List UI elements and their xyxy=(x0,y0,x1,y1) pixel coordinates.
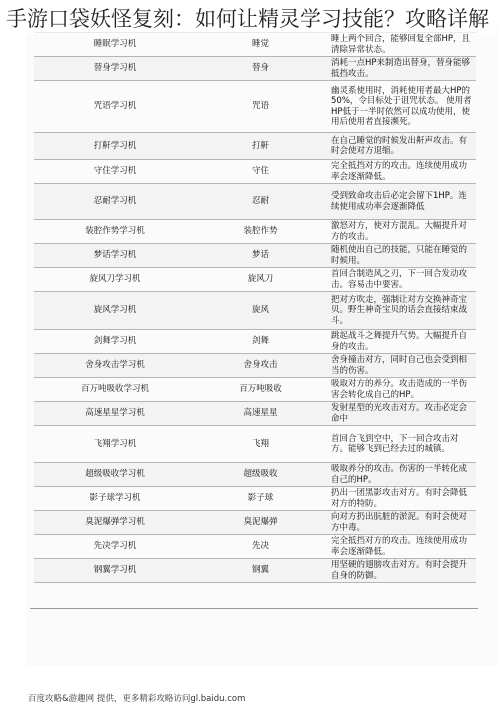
move-name-cell: 打鼾 xyxy=(196,133,325,160)
table-row xyxy=(34,354,476,378)
move-name-cell: 梦话 xyxy=(196,244,325,268)
table-row xyxy=(34,81,476,133)
move-effect-cell: 在自己睡觉的时候发出鼾声攻击。有时会使对方退缩。 xyxy=(325,133,476,160)
move-effect-cell: 首回合制造风之刃，下一回合发动攻击。容易击中要害。 xyxy=(325,268,476,292)
table-row xyxy=(34,330,476,354)
table-row xyxy=(34,402,476,426)
table-row xyxy=(34,160,476,184)
table-row xyxy=(34,184,476,220)
machine-name-cell: 影子球学习机 xyxy=(34,487,196,511)
machine-name-cell: 高速星星学习机 xyxy=(34,402,196,426)
move-effect-cell: 幽灵系使用时，消耗使用者最大HP的50%，令目标处于诅咒状态。 使用者HP低于一半时依然可以成功使用，使用后使用者直接濒死。 xyxy=(325,81,476,133)
table-row xyxy=(34,220,476,244)
move-name-cell: 舍身攻击 xyxy=(196,354,325,378)
move-name-cell: 旋风刀 xyxy=(196,268,325,292)
move-name-cell: 装腔作势 xyxy=(196,220,325,244)
move-effect-cell: 睡上两个回合，能够回复全部HP，且清除异常状态。 xyxy=(325,33,476,57)
move-name-cell: 替身 xyxy=(196,57,325,81)
move-name-cell: 先决 xyxy=(196,535,325,559)
move-name-cell: 钢翼 xyxy=(196,559,325,583)
page-title: 手游口袋妖怪复刻：如何让精灵学习技能？攻略详解 xyxy=(6,4,496,34)
machine-name-cell: 忍耐学习机 xyxy=(34,184,196,220)
table-row xyxy=(34,487,476,511)
table-row xyxy=(34,559,476,583)
move-name-cell: 超级吸收 xyxy=(196,463,325,487)
machine-name-cell: 打鼾学习机 xyxy=(34,133,196,160)
move-effect-cell: 扔出一团黑影攻击对方。有时会降低对方的特防。 xyxy=(325,487,476,511)
machine-name-cell: 舍身攻击学习机 xyxy=(34,354,196,378)
move-name-cell: 飞翔 xyxy=(196,426,325,463)
machine-name-cell: 咒语学习机 xyxy=(34,81,196,133)
move-name-cell: 睡觉 xyxy=(196,33,325,57)
move-name-cell: 影子球 xyxy=(196,487,325,511)
machine-name-cell: 飞翔学习机 xyxy=(34,426,196,463)
move-effect-cell: 激怒对方，使对方混乱。大幅提升对方的攻击。 xyxy=(325,220,476,244)
move-effect-cell: 完全抵挡对方的攻击。连续使用成功率会逐渐降低。 xyxy=(325,535,476,559)
move-effect-cell: 吸取养分的攻击。伤害的一半转化成自己的HP。 xyxy=(325,463,476,487)
skill-table-body xyxy=(34,33,476,583)
move-effect-cell: 跳起战斗之舞提升气势。大幅提升自身的攻击。 xyxy=(325,330,476,354)
move-name-cell: 咒语 xyxy=(196,81,325,133)
move-effect-cell: 用坚硬的翅膀攻击对方。有时会提升自身的防御。 xyxy=(325,559,476,583)
move-effect-cell: 完全抵挡对方的攻击。连续使用成功率会逐渐降低。 xyxy=(325,160,476,184)
machine-name-cell: 百万吨吸收学习机 xyxy=(34,378,196,402)
move-name-cell: 守住 xyxy=(196,160,325,184)
table-row xyxy=(34,535,476,559)
move-effect-cell: 受到致命攻击后必定会留下1HP。连续使用成功率会逐渐降低 xyxy=(325,184,476,220)
machine-name-cell: 睡眠学习机 xyxy=(34,33,196,57)
machine-name-cell: 先决学习机 xyxy=(34,535,196,559)
table-row xyxy=(34,33,476,57)
machine-name-cell: 守住学习机 xyxy=(34,160,196,184)
move-effect-cell: 发射星型的光攻击对方。攻击必定会命中 xyxy=(325,402,476,426)
table-row xyxy=(34,511,476,535)
machine-name-cell: 旋风刀学习机 xyxy=(34,268,196,292)
move-effect-cell: 把对方吹走，强制让对方交换神奇宝贝。野生神奇宝贝的话会直接结束战斗。 xyxy=(325,292,476,330)
machine-name-cell: 梦话学习机 xyxy=(34,244,196,268)
move-name-cell: 忍耐 xyxy=(196,184,325,220)
footer-credit: 百度攻略&游趣网 提供，更多精彩攻略访问gl.baidu.com xyxy=(28,694,246,704)
machine-name-cell: 超级吸收学习机 xyxy=(34,463,196,487)
move-name-cell: 旋风 xyxy=(196,292,325,330)
table-row xyxy=(34,426,476,463)
move-name-cell: 高速星星 xyxy=(196,402,325,426)
table-row xyxy=(34,378,476,402)
move-effect-cell: 消耗一点HP来制造出替身，替身能够抵挡攻击。 xyxy=(325,57,476,81)
skill-machine-table xyxy=(34,32,476,583)
move-effect-cell: 向对方扔出肮脏的淤泥。有时会使对方中毒。 xyxy=(325,511,476,535)
table-row xyxy=(34,463,476,487)
table-row xyxy=(34,133,476,160)
machine-name-cell: 替身学习机 xyxy=(34,57,196,81)
move-effect-cell: 随机使出自己的技能，只能在睡觉的时候用。 xyxy=(325,244,476,268)
table-row xyxy=(34,244,476,268)
table-bottom-rule xyxy=(30,608,478,609)
machine-name-cell: 装腔作势学习机 xyxy=(34,220,196,244)
move-effect-cell: 首回合飞到空中，下一回合攻击对方。能够飞到已经去过的城镇。 xyxy=(325,426,476,463)
machine-name-cell: 剑舞学习机 xyxy=(34,330,196,354)
table-row xyxy=(34,57,476,81)
table-row xyxy=(34,268,476,292)
move-name-cell: 剑舞 xyxy=(196,330,325,354)
machine-name-cell: 钢翼学习机 xyxy=(34,559,196,583)
table-row xyxy=(34,292,476,330)
machine-name-cell: 旋风学习机 xyxy=(34,292,196,330)
move-effect-cell: 舍身撞击对方，同时自己也会受到相当的伤害。 xyxy=(325,354,476,378)
move-name-cell: 臭泥爆弹 xyxy=(196,511,325,535)
move-effect-cell: 吸取对方的养分。攻击造成的一半伤害会转化成自己的HP。 xyxy=(325,378,476,402)
machine-name-cell: 臭泥爆弹学习机 xyxy=(34,511,196,535)
move-name-cell: 百万吨吸收 xyxy=(196,378,325,402)
